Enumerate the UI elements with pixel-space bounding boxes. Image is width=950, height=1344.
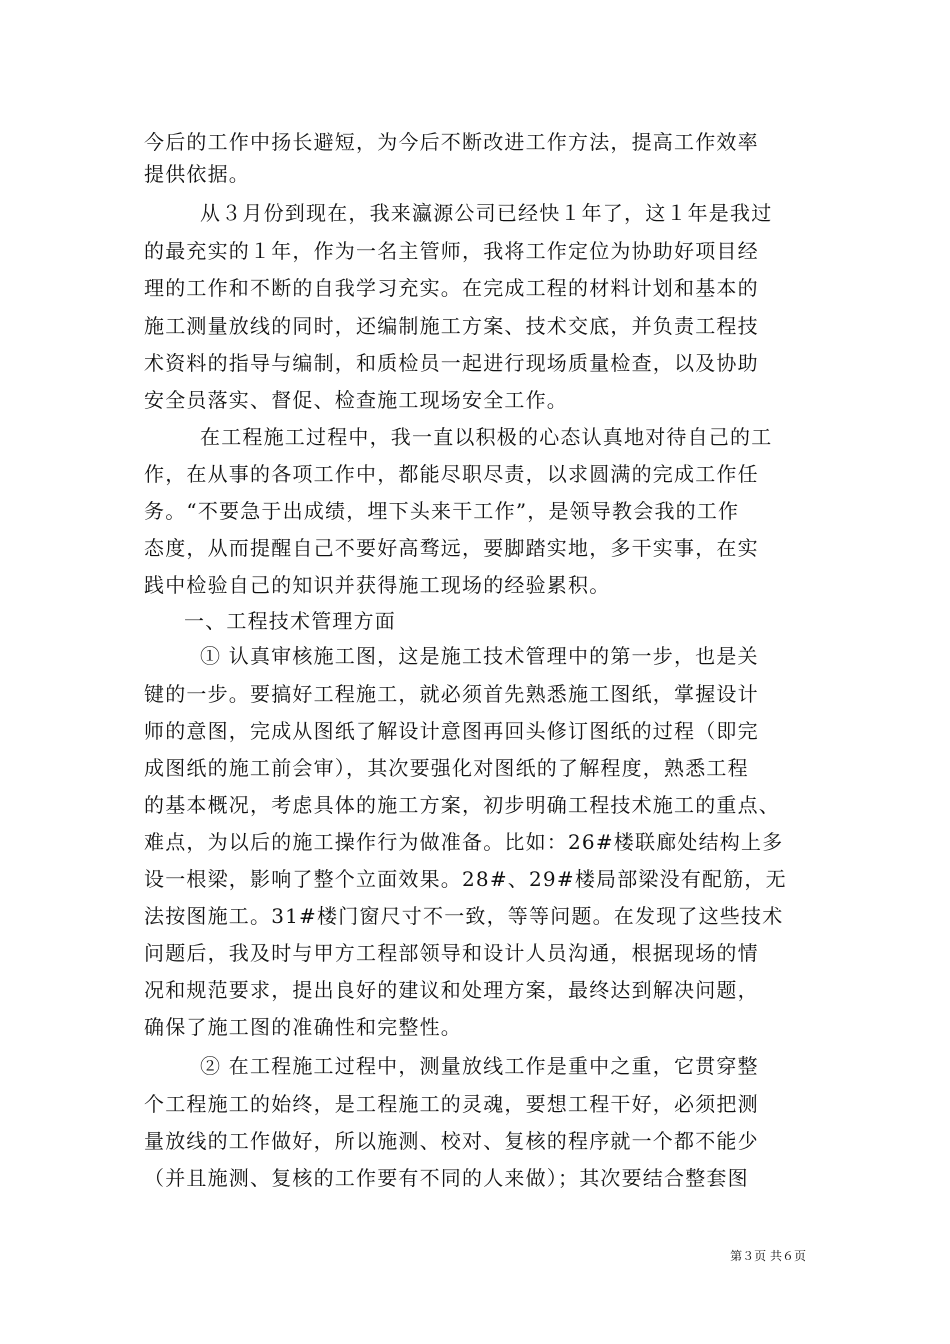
text-line: ① 认真审核施工图，这是施工技术管理中的第一步，也是关 bbox=[200, 644, 759, 668]
text-line: 况和规范要求，提出良好的建议和处理方案，最终达到解决问题， bbox=[144, 978, 759, 1002]
text-line: 提供依据。 bbox=[144, 162, 250, 186]
text-line: 的基本概况，考虑具体的施工方案，初步明确工程技术施工的重点、 bbox=[144, 793, 780, 817]
text-line: 术资料的指导与编制，和质检员一起进行现场质量检查，以及协助 bbox=[144, 351, 759, 375]
text-line: 确保了施工图的准确性和完整性。 bbox=[144, 1015, 462, 1039]
text-line: 践中检验自己的知识并获得施工现场的经验累积。 bbox=[144, 573, 611, 597]
text-line: 作，在从事的各项工作中，都能尽职尽责，以求圆满的完成工作任 bbox=[144, 462, 759, 486]
text-line: 键的一步。要搞好工程施工，就必须首先熟悉施工图纸，掌握设计 bbox=[144, 682, 759, 706]
text-line: 个工程施工的始终，是工程施工的灵魂，要想工程干好，必须把测 bbox=[144, 1092, 759, 1116]
text-line: 安全员落实、督促、检查施工现场安全工作。 bbox=[144, 388, 568, 412]
page-number: 第３页 共６页 bbox=[730, 1249, 806, 1263]
text-line: 态度，从而提醒自己不要好高骛远，要脚踏实地，多干实事，在实 bbox=[144, 536, 759, 560]
text-line: 设一根梁，影响了整个立面效果。28#、29#楼局部梁没有配筋，无 bbox=[144, 867, 787, 891]
text-line: ② 在工程施工过程中，测量放线工作是重中之重，它贯穿整 bbox=[200, 1054, 759, 1078]
text-line: 的最充实的１年，作为一名主管师，我将工作定位为协助好项目经 bbox=[144, 239, 759, 263]
text-line: 法按图施工。31#楼门窗尺寸不一致，等等问题。在发现了这些技术 bbox=[144, 904, 784, 928]
text-line: 务。“不要急于出成绩，埋下头来干工作”，是领导教会我的工作 bbox=[144, 499, 740, 523]
text-line: 问题后，我及时与甲方工程部领导和设计人员沟通，根据现场的情 bbox=[144, 941, 759, 965]
text-line: 成图纸的施工前会审），其次要强化对图纸的了解程度，熟悉工程 bbox=[144, 756, 749, 780]
section-heading: 一、工程技术管理方面 bbox=[184, 609, 396, 633]
text-line: 在工程施工过程中，我一直以积极的心态认真地对待自己的工 bbox=[200, 425, 773, 449]
text-line: 施工测量放线的同时，还编制施工方案、技术交底，并负责工程技 bbox=[144, 314, 759, 338]
text-line: 量放线的工作做好，所以施测、校对、复核的程序就一个都不能少 bbox=[144, 1129, 759, 1153]
text-line: 师的意图，完成从图纸了解设计意图再回头修订图纸的过程（即完 bbox=[144, 719, 759, 743]
text-line: （并且施测、复核的工作要有不同的人来做）；其次要结合整套图 bbox=[144, 1166, 749, 1190]
text-line: 难点，为以后的施工操作行为做准备。比如：26#楼联廊处结构上多 bbox=[144, 830, 784, 854]
text-line: 今后的工作中扬长避短，为今后不断改进工作方法，提高工作效率 bbox=[144, 130, 759, 154]
text-line: 从３月份到现在，我来瀛源公司已经快１年了，这１年是我过 bbox=[200, 201, 773, 225]
text-line: 理的工作和不断的自我学习充实。在完成工程的材料计划和基本的 bbox=[144, 276, 759, 300]
